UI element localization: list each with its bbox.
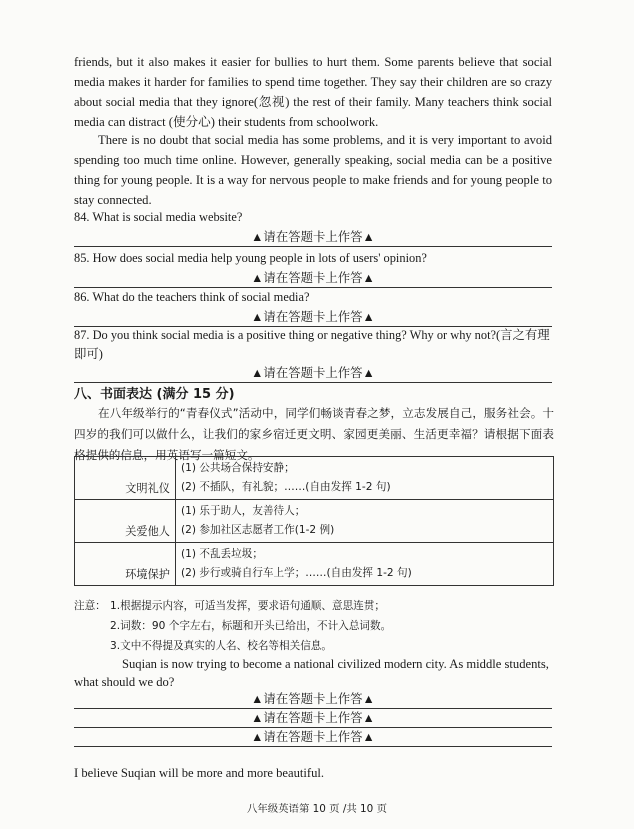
- essay-answer-line: [74, 709, 552, 728]
- table-row: [75, 500, 554, 543]
- tips-item: (1) 不乱丢垃圾；: [181, 548, 263, 560]
- notes: [74, 596, 554, 656]
- tips-item: (1) 乐于助人，友善待人；: [181, 505, 306, 517]
- section-intro: 在八年级举行的“青春仪式”活动中，同学们畅谈青春之梦，立志发展自己，服务社会。十四岁的我们可以做什么，让我们的家乡宿迁更文明、家园更美丽、生活更幸福？请根据下面表格提供的信息，用英语写一篇短文。: [74, 406, 554, 462]
- answer-placeholder: ▲请在答题卡上作答▲: [251, 366, 375, 380]
- essay-answer-line: [74, 690, 552, 709]
- notes-row: [74, 596, 554, 616]
- answer-line-85: [74, 269, 552, 288]
- note-item: 2.词数：90 个字左右，标题和开头已给出，不计入总词数。: [110, 620, 392, 632]
- passage-paragraph-1: friends, but it also makes it easier for bullies to hurt them. Some parents believe that social media makes it harder for families to spend time together. They say their children are so crazy about social media that they ignore(忽视) the rest of their family. Many teachers think social media can distract (使分心) their students from schoolwork.: [74, 55, 552, 129]
- essay-opening: Suqian is now trying to become a national civilized modern city. As middle students, what should we do?: [74, 657, 549, 689]
- tips-items: [176, 500, 554, 543]
- question-86: 86. What do the teachers think of social media?: [74, 290, 310, 304]
- note-item: 3.文中不得提及真实的人名、校名等相关信息。: [110, 640, 332, 652]
- answer-placeholder: ▲请在答题卡上作答▲: [251, 692, 375, 706]
- answer-line-87: [74, 364, 552, 383]
- notes-label: 注意：: [74, 600, 106, 612]
- tips-item: (2) 不插队，有礼貌；……(自由发挥 1-2 句): [181, 481, 391, 493]
- question-84: 84. What is social media website?: [74, 210, 243, 224]
- answer-placeholder: ▲请在答题卡上作答▲: [251, 230, 375, 244]
- note-item: 1.根据提示内容，可适当发挥，要求语句通顺、意思连贯；: [110, 600, 385, 612]
- question-87: 87. Do you think social media is a positive thing or negative thing? Why or why not?(言之有理即可): [74, 328, 550, 361]
- page-footer: 八年级英语第 10 页 /共 10 页: [247, 803, 387, 815]
- tips-category: 关爱他人: [75, 500, 176, 543]
- tips-item: (2) 参加社区志愿者工作(1-2 例): [181, 524, 335, 536]
- answer-line-86: [74, 308, 552, 327]
- tips-category: 环境保护: [75, 543, 176, 586]
- tips-item: (1) 公共场合保持安静；: [181, 462, 295, 474]
- passage-paragraph-2: There is no doubt that social media has some problems, and it is very important to avoid spending too much time online. However, generally speaking, social media can be a positive thing for young people. It is a way for nervous people to make friends and for young people to stay connected.: [74, 133, 552, 207]
- answer-line-84: [74, 228, 552, 247]
- answer-placeholder: ▲请在答题卡上作答▲: [251, 730, 375, 744]
- answer-placeholder: ▲请在答题卡上作答▲: [251, 711, 375, 725]
- tips-items: [176, 457, 554, 500]
- essay-ending: I believe Suqian will be more and more beautiful.: [74, 766, 325, 780]
- tips-table: [74, 456, 554, 586]
- table-row: [75, 457, 554, 500]
- answer-placeholder: ▲请在答题卡上作答▲: [251, 271, 375, 285]
- question-85: 85. How does social media help young people in lots of users' opinion?: [74, 251, 427, 265]
- table-row: [75, 543, 554, 586]
- tips-item: (2) 步行或骑自行车上学；……(自由发挥 1-2 句): [181, 567, 412, 579]
- section-title: 八、书面表达 (满分 15 分): [74, 387, 235, 402]
- answer-placeholder: ▲请在答题卡上作答▲: [251, 310, 375, 324]
- essay-answer-line: [74, 728, 552, 747]
- tips-items: [176, 543, 554, 586]
- tips-category: 文明礼仪: [75, 457, 176, 500]
